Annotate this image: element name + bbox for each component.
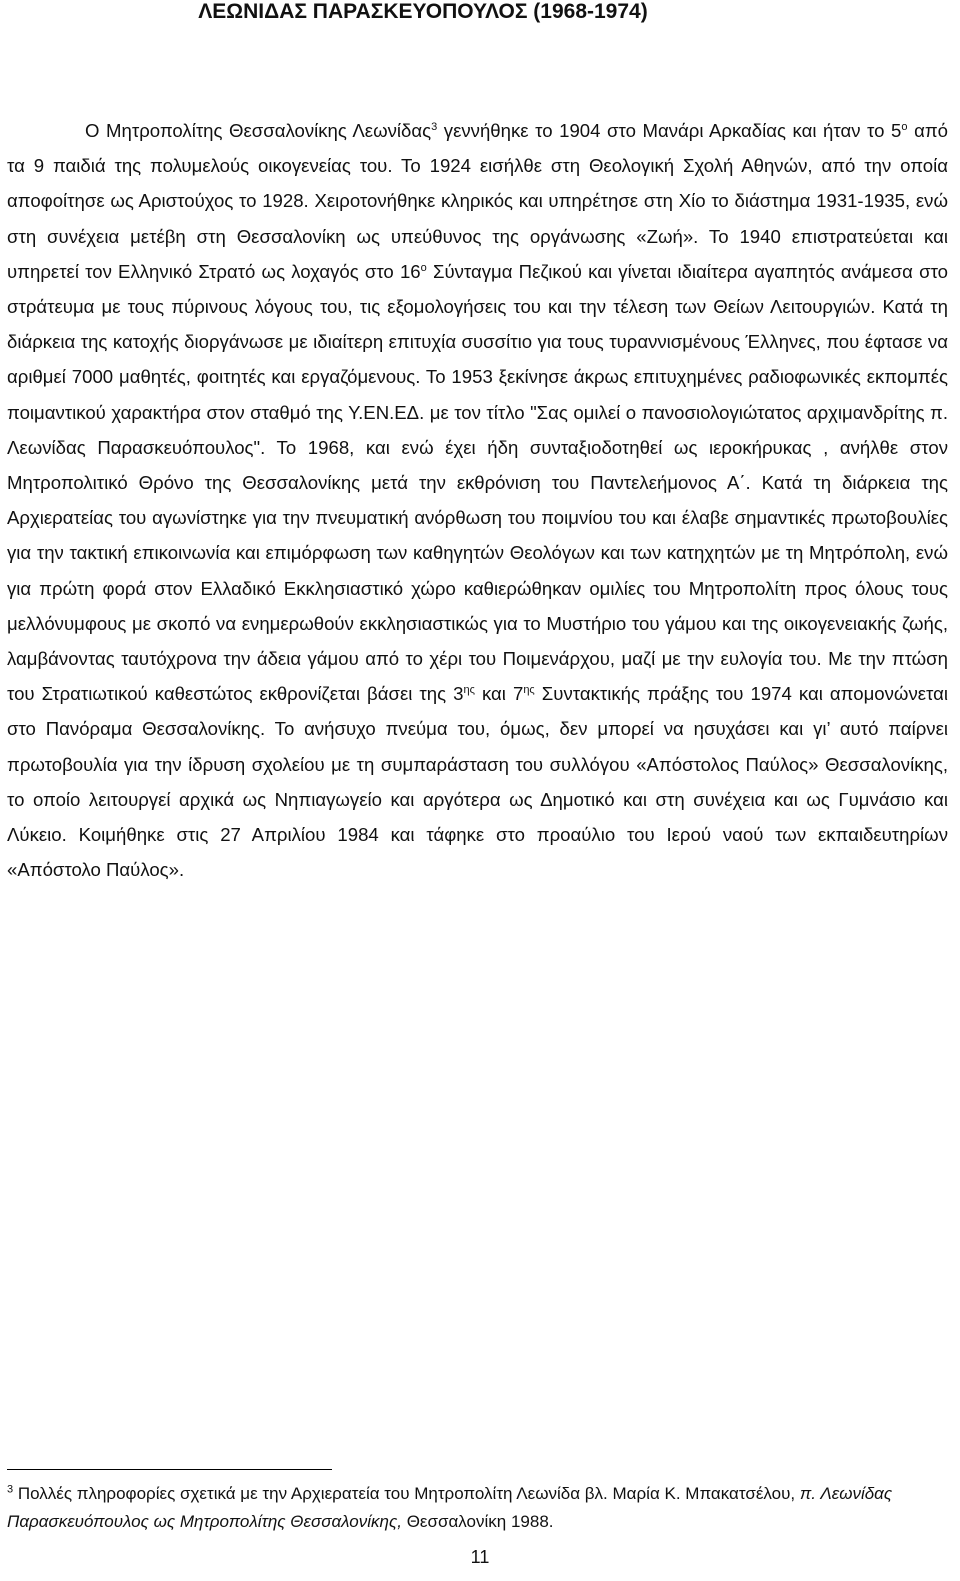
text-run: Σύνταγμα Πεζικού και γίνεται ιδιαίτερα αγαπητός ανάμεσα στο στράτευμα με τους πύρινους λόγους του, τις εξομολογήσεις του και την τέλεση των Θείων Λειτουργιών. Κατά τη διάρκεια της κατοχής διοργάνωσε με ιδιαίτερη επιτυχία συσσίτιο για τους τυραννισμένους Έλληνες, που έφτασε να αριθμεί 7000 μαθητές, φοιτητές και εργαζόμενους. Το 1953 ξεκίνησε άκρως επιτυχημένες ραδιοφωνικές εκπομπές ποιμαντικού χαρακτήρα στον σταθμό της Υ.ΕΝ.ΕΔ. με τον τίτλο "Σας ομιλεί ο πανοσιολογιώτατος αρχιμανδρίτης π. Λεωνίδας Παρασκευόπουλος". Το 1968, και ενώ έχει ήδη συνταξιοδοτηθεί ως ιεροκήρυκας , ανήλθε στον Μητροπολιτικό Θρόνο της Θεσσαλονίκης μετά την εκθρόνιση του Παντελεήμονος Α΄. Κατά τη διάρκεια της Αρχιερατείας του αγωνίστηκε για την πνευματική ανόρθωση του ποιμνίου του και έλαβε σημαντικές πρωτοβουλίες για την τακτική επικοινωνία και επιμόρφωση των καθηγητών Θεολόγων και των κατηχητών με τη Μητρόπολη, ενώ για πρώτη φορά στον Ελλαδικό Εκκλησιαστικό χώρο καθιερώθηκαν ομιλίες του Μητροπολίτη προς όλους τους μελλόνυμφους με σκοπό να ενημερωθούν εκκλησιαστικώς για το Μυστήριο του γάμου και της οικογενειακής ζωής, λαμβάνοντας ταυτόχρονα την άδεια γάμου από το χέρι του Ποιμενάρχου, μαζί με την ευλογία του. Με την πτώση του Στρατιωτικού καθεστώτος εκθρονίζεται βάσει της 3 xyxy=(7,260,948,705)
footnote-marker: 3 xyxy=(7,1483,14,1496)
text-run: Συντακτικής πράξης του 1974 και απομονώνεται στο Πανόραμα Θεσσαλονίκης. Το ανήσυχο πνεύμα του, όμως, δεν μπορεί να ησυχάσει και γι’ αυτό παίρνει πρωτοβουλία για την ίδρυση σχολείου με τη συμπαράσταση του συλλόγου «Απόστολος Παύλος» Θεσσαλονίκης, το οποίο λειτουργεί αρχικά ως Νηπιαγωγείο και αργότερα ως Δημοτικό και στη συνέχεια και ως Γυμνάσιο και Λύκειο. Κοιμήθηκε στις 27 Απριλίου 1984 και τάφηκε στο προαύλιο του Ιερού ναού των εκπαιδευτηρίων «Απόστολο Παύλος». xyxy=(7,683,949,881)
footnote-text: Πολλές πληροφορίες σχετικά με την Αρχιερατεία του Μητροπολίτη Λεωνίδα βλ. Μαρία Κ. Μπακατσέλου, xyxy=(13,1484,800,1503)
page-title: ΛΕΩΝΙΔΑΣ ΠΑΡΑΣΚΕΥΟΠΟΥΛΟΣ (1968-1974) xyxy=(198,0,648,23)
footnote-reference[interactable]: 3 xyxy=(431,120,438,133)
ordinal-superscript: ης xyxy=(523,684,535,697)
text-run: Ο Μητροπολίτης Θεσσαλονίκης Λεωνίδας xyxy=(85,120,432,141)
ordinal-superscript: ης xyxy=(463,684,475,697)
text-run: και 7 xyxy=(474,683,524,705)
footnote-book-title: π. Λεωνίδας Παρασκευόπουλος ως Μητροπολίτης Θεσσαλονίκης, xyxy=(7,1484,893,1531)
footnote-text: Θεσσαλονίκη 1988. xyxy=(401,1512,554,1531)
page-number: 11 xyxy=(470,1547,490,1567)
body-paragraph xyxy=(7,113,948,887)
text-run: γεννήθηκε το 1904 στο Μανάρι Αρκαδίας και ήταν το 5 xyxy=(437,120,902,141)
text-run: από τα 9 παιδιά της πολυμελούς οικογενείας του. Το 1924 εισήλθε στη Θεολογική Σχολή Αθηνών, από την οποία αποφοίτησε ως Αριστούχος το 1928. Χειροτονήθηκε κληρικός και υπηρέτησε στη Χίο το διάστημα 1931-1935, ενώ στη συνέχεια μετέβη στη Θεσσαλονίκη ως υπεύθυνος της οργάνωσης «Ζωή». Το 1940 επιστρατεύεται και υπηρετεί τον Ελληνικό Στρατό ως λοχαγός στο 16 xyxy=(7,120,948,282)
footnote-separator xyxy=(7,1469,332,1470)
ordinal-superscript: ο xyxy=(420,261,427,274)
footnote xyxy=(7,1480,948,1536)
ordinal-superscript: ο xyxy=(901,120,908,133)
